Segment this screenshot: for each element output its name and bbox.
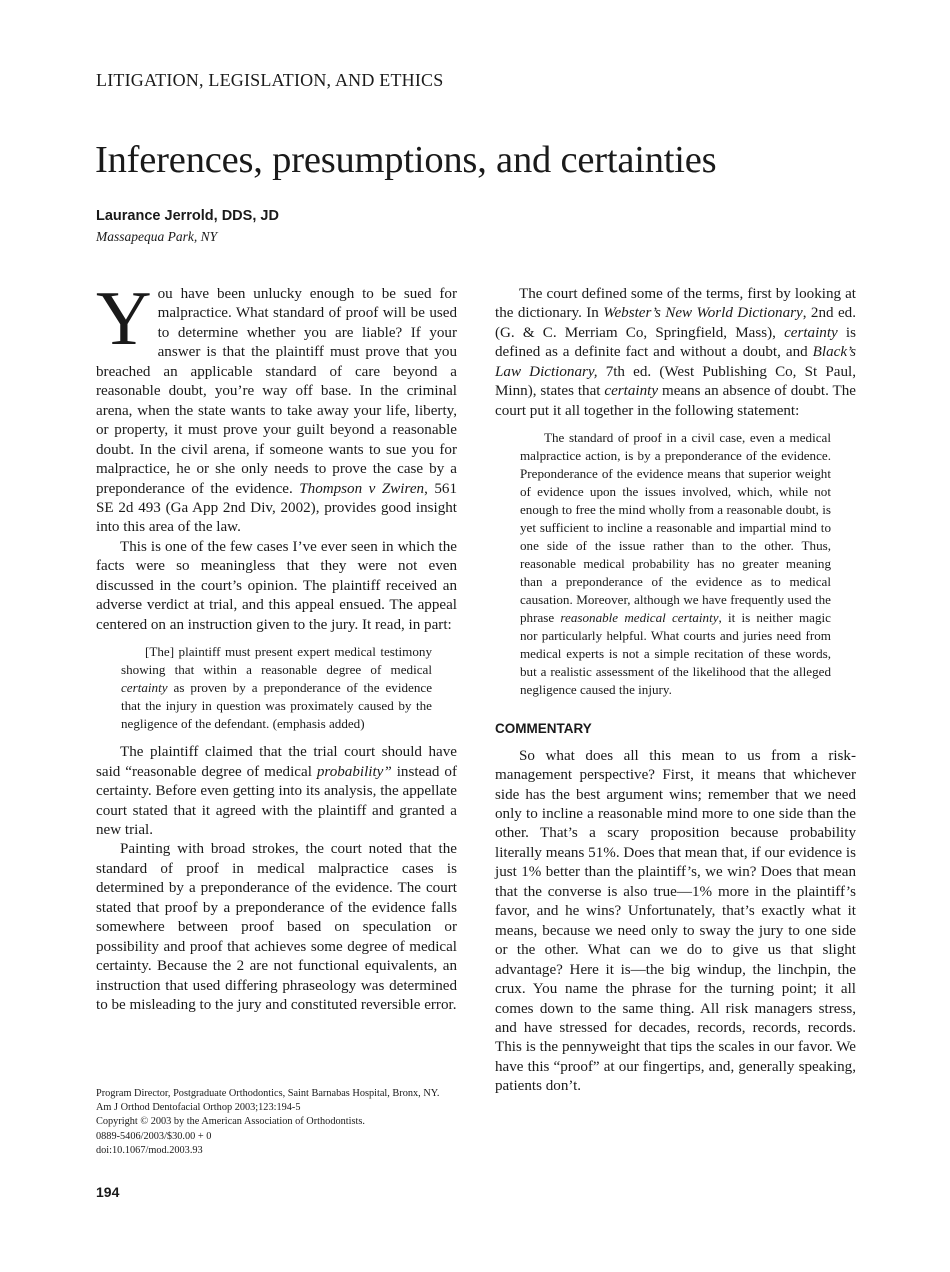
footnote-citation: Am J Orthod Dentofacial Orthop 2003;123:194-5 [96,1102,301,1114]
case-name: Thompson v Zwiren [299,480,425,497]
footnotes [96,1087,457,1158]
footnote-doi: doi:10.1067/mod.2003.93 [96,1144,203,1156]
section-header: LITIGATION, LEGISLATION, AND ETHICS [96,70,444,90]
footnote-affiliation: Program Director, Postgraduate Orthodontics, Saint Barnabas Hospital, Bronx, NY. [96,1088,440,1099]
intro-paragraph: You have been unlucky enough to be sued for malpractice. What standard of proof will be used to determine whether you are liable? If your answer is that the plaintiff must prove that you breached an applicable standard of care beyond a reasonable doubt, you’re way off base. In the criminal arena, when the state wants to take away your life, liberty, or property, it must prove your guilt beyond a reasonable doubt. In the civil arena, if someone wants to sue you for malpractice, he or she only needs to prove the case by a preponderance of the evidence. Thompson v Zwiren, 561 SE 2d 493 (Ga App 2nd Div, 2002), provides good insight into this area of the law. [96,275,457,536]
paragraph-4: Painting with broad strokes, the court noted that the standard of proof in medical malpractice cases is determined by a preponderance of the evidence. The court stated that proof by a preponderance of the evidence falls somewhere between proof based on speculation or possibility and proof that achieves some degree of medical certainty. Because the 2 are not functional equivalents, an instruction that used differing phraseology was determined to be misleading to the jury and constituted reversible error. [96,841,457,1014]
author-location: Massapequa Park, NY [96,229,218,244]
footnote-copyright: Copyright © 2003 by the American Association of Orthodontists. [96,1116,365,1128]
jury-instruction-quote: [The] plaintiff must present expert medical testimony showing that within a reasonable degree of medical certainty as proven by a preponderance of the evidence that the injury in question was proximately caused by the negligence of the defendant. (emphasis added) [121,644,433,732]
commentary-heading: COMMENTARY [495,721,592,737]
court-statement-quote: The standard of proof in a civil case, even a medical malpractice action, is by a preponderance of the evidence. Preponderance of the evidence means that superior weight of evidence upon the issues involved, which, while not enough to free the mind wholly from a reasonable doubt, is yet sufficient to incline a reasonable and impartial mind to one side of the issue rather than to the other. Thus, reasonable medical probability has no greater meaning than a preponderance of the evidence as to medical causation. Moreover, although we have frequently used the phrase reasonable medical certainty, it is neither magic nor particularly helpful. What courts and juries need from medical experts is not a simple recitation of these words, but a realistic assessment of the likelihood that the alleged negligence caused the injury. [520,430,831,698]
article-title: Inferences, presumptions, and certainties [95,139,717,181]
footnote-issn: 0889-5406/2003/$30.00 + 0 [96,1130,212,1142]
paragraph-2: This is one of the few cases I’ve ever seen in which the facts were so meaningless that they were not even discussed in the court’s opinion. The plaintiff received an adverse verdict at trial, and this appeal ensued. The appeal centered on an instruction given to the jury. It read, in part: [96,538,457,633]
paragraph-3: The plaintiff claimed that the trial court should have said “reasonable degree of medical probability” instead of certainty. Before even getting into its analysis, the appellate court stated that it agreed with the plaintiff and granted a new trial. [96,744,457,838]
commentary-paragraph: So what does all this mean to us from a risk-management perspective? First, it means that whichever side has the best argument wins; remember that we need only to incline a reasonable mind more to one side than the other. That’s a scary proposition because probability literally means 51%. Does that mean that, if our evidence is just 1% better than the plaintiff’s, we win? Does that mean that the converse is also true—1% more in the plaintiff’s favor, and he wins? Unfortunately, that’s exactly what it means, because we need only to sway the jury to one side or the other. What can we do to give us that slight advantage? Here it is—the big windup, the linchpin, the crux. You name the phrase for the turning point; it all comes down to the same thing. All risk managers stress, and have stressed for decades, records, records, records. This is the pennyweight that tips the scales in our favor. We have this “proof” at our fingertips, and, generally speaking, patients don’t. [495,747,856,1095]
right-column [495,285,856,1097]
definitions-paragraph: The court defined some of the terms, first by looking at the dictionary. In Webster’s New World Dictionary, 2nd ed. (G. & C. Merriam Co, Springfield, Mass), certainty is defined as a definite fact and without a doubt, and Black’s Law Dictionary, 7th ed. (West Publishing Co, St Paul, Minn), states that certainty means an absence of doubt. The court put it all together in the following statement: [495,286,856,419]
drop-cap: Y [96,275,152,361]
author-name: Laurance Jerrold, DDS, JD [96,208,279,224]
page-number: 194 [96,1184,120,1200]
left-column [96,275,457,1016]
